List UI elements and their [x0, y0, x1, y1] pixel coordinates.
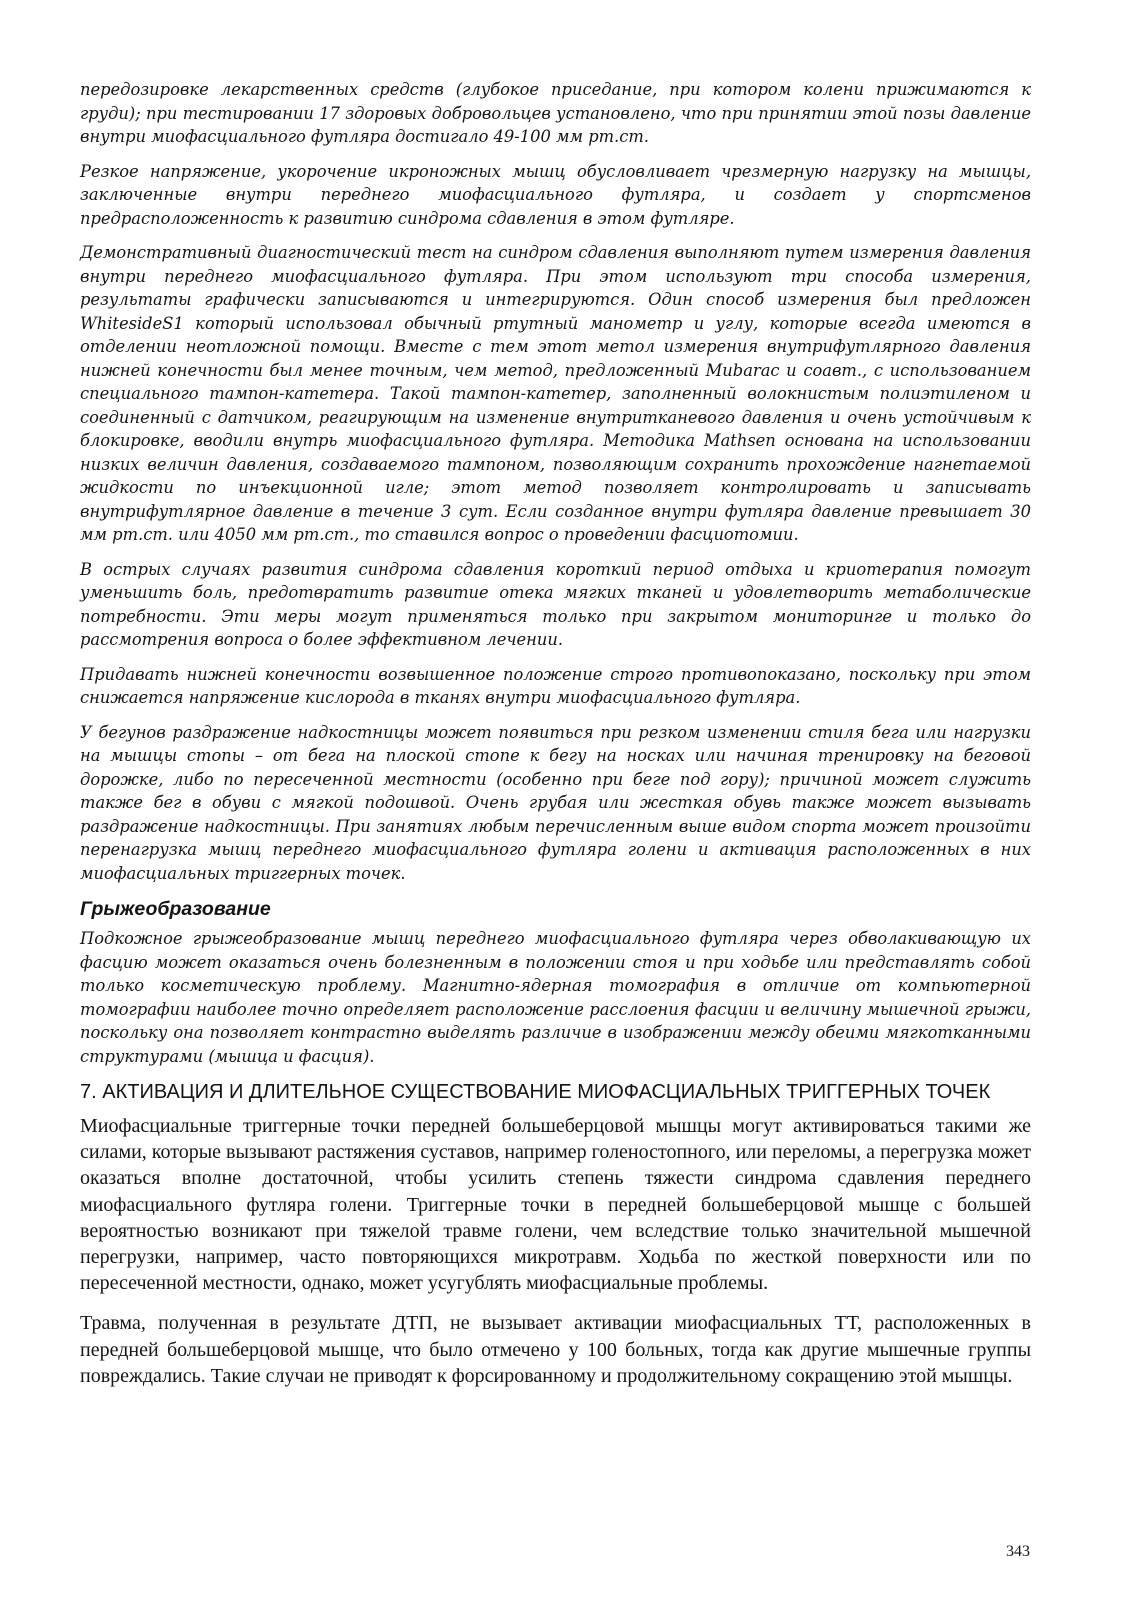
paragraph-calf-tension: Резкое напряжение, укорочение икроножных мышц обусловливает чрезмерную нагрузку на мышцы, заключенные внутри переднего миофасциального футляра, и создает у спортсменов предрасположенность к развитию синдрома сдавления в этом футляре.	[80, 161, 1031, 228]
paragraph-elevation-contraindicated: Придавать нижней конечности возвышенное положение строго противопоказано, поскольку при этом снижается напряжение кислорода в тканях внутри миофасциального футляра.	[80, 664, 1031, 707]
paragraph-activation: Миофасциальные триггерные точки передней большеберцовой мышцы могут активироваться такими же силами, которые вызывают растяжения суставов, например голеностопного, или переломы, а перегрузка может оказаться вполне достаточной, чтобы усилить степень тяжести синдрома сдавления переднего миофасциального футляра голени. Триггерные точки в передней большеберцовой мышце с большей вероятностью возникают при тяжелой травме голени, чем вследствие только значительной мышечной перегрузки, например, часто повторяющихся микротравм. Ходьба по жесткой поверхности или по пересеченной местности, однако, может усугублять миофасциальные проблемы.	[80, 1115, 1031, 1295]
heading-hernia: Грыжеобразование	[80, 898, 271, 920]
paragraph-hernia: Подкожное грыжеобразование мышц переднего миофасциального футляра через обволакивающую их фасцию может оказаться очень болезненным в положении стоя и при ходьбе или представлять собой только косметическую проблему. Магнитно-ядерная томография в отличие от компьютерной томографии наиболее точно определяет расположение расслоения фасции и величину мышечной грыжи, поскольку она позволяет контрастно выделять различие в изображении между обеими мягкотканными структурами (мышца и фасция).	[80, 929, 1031, 1066]
paragraph-diagnostic-test: Демонстративный диагностический тест на синдром сдавления выполняют путем измерения давления внутри переднего миофасциального футляра. При этом используют три способа измерения, результаты графически записываются и интегрируются. Один способ измерения был предложен WhitesideS1 который использовал обычный ртутный манометр и углу, которые всегда имеются в отделении неотложной помощи. Вместе с тем этот метол измерения внутрифутлярного давления нижней конечности был менее точным, чем метод, предложенный Mubarac и соавт., с использованием специального тампон-катетера. Такой тампон-катетер, заполненный волокнистым полиэтиленом и соединенный с датчиком, реагирующим на изменение внутритканевого давления и очень устойчивым к блокировке, вводили внутрь миофасциального футляра. Методика Mathsen основана на использовании низких величин давления, создаваемого тампоном, позволяющим сохранить прохождение нагнетаемой жидкости по инъекционной игле; этот метод позволяет контролировать и записывать внутрифутлярное давление в течение 3 сут. Если созданное внутри футляра давление превышает 30 мм рт.ст. или 4050 мм рт.ст., то ставился вопрос о проведении фасциотомии.	[80, 243, 1031, 544]
paragraph-trauma: Травма, полученная в результате ДТП, не вызывает активации миофасциальных ТТ, расположенных в передней большеберцовой мышце, что было отмечено у 100 больных, тогда как другие мышечные группы повреждались. Такие случаи не приводят к форсированному и продолжительному сокращению этой мышцы.	[80, 1312, 1031, 1387]
paragraph-acute-cases: В острых случаях развития синдрома сдавления короткий период отдыха и криотерапия помогут уменьшить боль, предотвратить развитие отека мягких тканей и удовлетворить метаболические потребности. Эти меры могут применяться только при закрытом мониторинге и только до рассмотрения вопроса о более эффективном лечении.	[80, 559, 1031, 649]
page-number: 343	[1006, 1543, 1030, 1560]
paragraph-runners: У бегунов раздражение надкостницы может появиться при резком изменении стиля бега или нагрузки на мышцы стопы – от бега на плоской стопе к бегу на носках или начиная тренировку на беговой дорожке, либо по пересеченной местности (особенно при беге под гору); причиной может служить также бег в обуви с мягкой подошвой. Очень грубая или жесткая обувь также может вызывать раздражение надкостницы. При занятиях любым перечисленным выше видом спорта может произойти перенагрузка мышц переднего миофасциального футляра голени и активация расположенных в них миофасциальных триггерных точек.	[80, 722, 1031, 883]
paragraph-overdose-posture: передозировке лекарственных средств (глубокое приседание, при котором колени прижимаются к груди); при тестировании 17 здоровых добровольцев установлено, что при принятии этой позы давление внутри миофасциального футляра достигало 49-100 мм рт.ст.	[80, 80, 1031, 146]
heading-section-7: 7. АКТИВАЦИЯ И ДЛИТЕЛЬНОЕ СУЩЕСТВОВАНИЕ МИОФАСЦИАЛЬНЫХ ТРИГГЕРНЫХ ТОЧЕК	[80, 1081, 991, 1103]
document-page	[80, 78, 1031, 1403]
